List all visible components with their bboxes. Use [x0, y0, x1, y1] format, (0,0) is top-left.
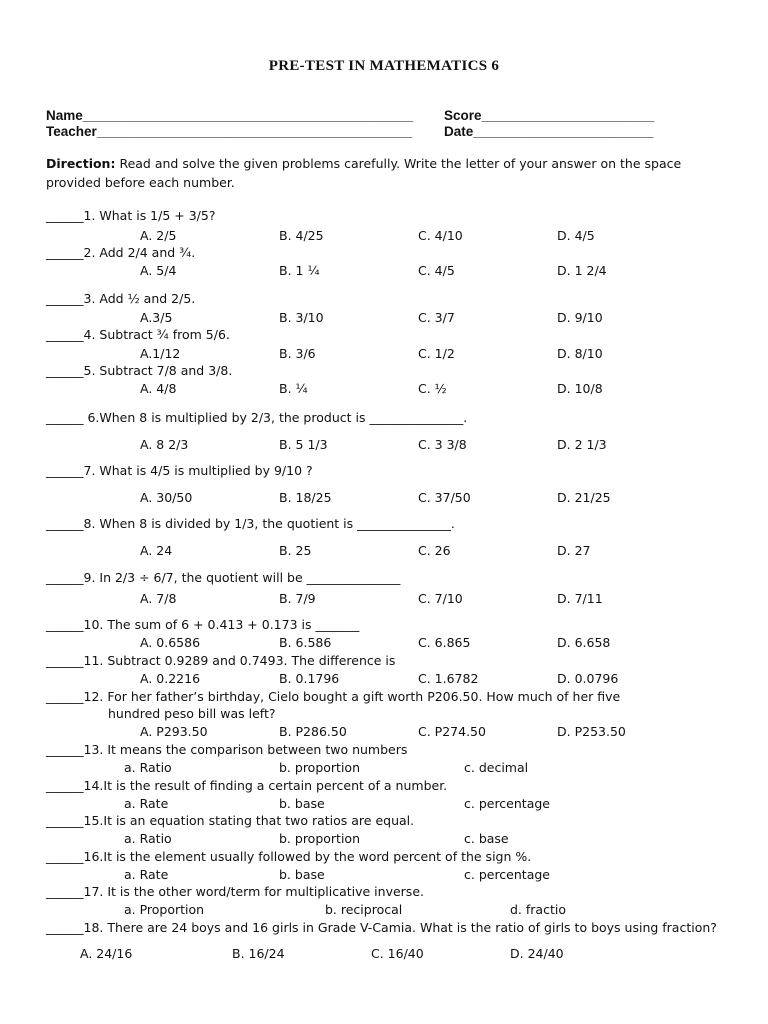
score-line: Score_______________________ [444, 108, 655, 123]
q18-option-c: C. 16/40 [371, 946, 424, 961]
question-1: ______1. What is 1/5 + 3/5? [46, 208, 216, 223]
question-3: ______3. Add ½ and 2/5. [46, 291, 196, 306]
q11-option-d: D. 0.0796 [557, 671, 619, 686]
name-line: Name____________________________________________ [46, 108, 414, 123]
q1-option-d: D. 4/5 [557, 228, 595, 243]
q5-option-b: B. ¼ [279, 381, 308, 396]
q12-option-c: C. P274.50 [418, 724, 486, 739]
q17-option-a: a. Proportion [124, 902, 205, 917]
q10-option-d: D. 6.658 [557, 635, 611, 650]
q14-option-c: c. percentage [464, 796, 550, 811]
q10-option-a: A. 0.6586 [140, 635, 201, 650]
question-15: ______15.It is an equation stating that two ratios are equal. [46, 813, 415, 828]
page-title: PRE-TEST IN MATHEMATICS 6 [268, 58, 500, 74]
q18-option-a: A. 24/16 [80, 946, 133, 961]
q11-option-c: C. 1.6782 [418, 671, 479, 686]
question-6: ______ 6.When 8 is multiplied by 2/3, the product is _______________. [46, 410, 468, 425]
q8-option-c: C. 26 [418, 543, 451, 558]
q16-option-a: a. Rate [124, 867, 169, 882]
q11-option-b: B. 0.1796 [279, 671, 340, 686]
q16-option-b: b. base [279, 867, 325, 882]
q16-option-c: c. percentage [464, 867, 550, 882]
q10-option-b: B. 6.586 [279, 635, 332, 650]
question-2: ______2. Add 2/4 and ¾. [46, 245, 196, 260]
q7-option-d: D. 21/25 [557, 490, 611, 505]
q5-option-a: A. 4/8 [140, 381, 177, 396]
q12-option-a: A. P293.50 [140, 724, 208, 739]
q13-option-a: a. Ratio [124, 760, 172, 775]
q6-option-a: A. 8 2/3 [140, 437, 189, 452]
q13-option-c: c. decimal [464, 760, 529, 775]
direction-label: Direction: [46, 156, 116, 171]
q9-option-b: B. 7/9 [279, 591, 316, 606]
q9-option-d: D. 7/11 [557, 591, 603, 606]
q12-option-d: D. P253.50 [557, 724, 626, 739]
question-8: ______8. When 8 is divided by 1/3, the quotient is _______________. [46, 516, 455, 531]
q4-option-b: B. 3/6 [279, 346, 316, 361]
q1-option-b: B. 4/25 [279, 228, 324, 243]
q5-option-d: D. 10/8 [557, 381, 603, 396]
q12-option-b: B. P286.50 [279, 724, 347, 739]
question-12: ______12. For her father’s birthday, Cielo bought a gift worth P206.50. How much of her five [46, 689, 621, 704]
q3-option-d: D. 9/10 [557, 310, 603, 325]
question-18: ______18. There are 24 boys and 16 girls in Grade V-Camia. What is the ratio of girls to boys using fraction? [46, 920, 717, 935]
q3-option-b: B. 3/10 [279, 310, 324, 325]
q8-option-a: A. 24 [140, 543, 173, 558]
q5-option-c: C. ½ [418, 381, 447, 396]
q2-option-c: C. 4/5 [418, 263, 455, 278]
q8-option-b: B. 25 [279, 543, 312, 558]
q6-option-d: D. 2 1/3 [557, 437, 607, 452]
q1-option-c: C. 4/10 [418, 228, 463, 243]
q14-option-a: a. Rate [124, 796, 169, 811]
q8-option-d: D. 27 [557, 543, 591, 558]
teacher-line: Teacher__________________________________________ [46, 124, 413, 139]
q18-option-d: D. 24/40 [510, 946, 564, 961]
question-14: ______14.It is the result of finding a certain percent of a number. [46, 778, 448, 793]
direction-text [46, 154, 736, 192]
question-17: ______17. It is the other word/term for multiplicative inverse. [46, 884, 424, 899]
q7-option-b: B. 18/25 [279, 490, 332, 505]
direction-body: Read and solve the given problems carefully. Write the letter of your answer on the space provided before each number. [46, 156, 682, 190]
question-12-continuation: hundred peso bill was left? [108, 706, 276, 721]
q14-option-b: b. base [279, 796, 325, 811]
q4-option-a: A.1/12 [140, 346, 181, 361]
question-11: ______11. Subtract 0.9289 and 0.7493. The difference is [46, 653, 396, 668]
q4-option-c: C. 1/2 [418, 346, 455, 361]
q13-option-b: b. proportion [279, 760, 360, 775]
q15-option-a: a. Ratio [124, 831, 172, 846]
q9-option-a: A. 7/8 [140, 591, 177, 606]
question-13: ______13. It means the comparison between two numbers [46, 742, 408, 757]
date-line: Date________________________ [444, 124, 654, 139]
q1-option-a: A. 2/5 [140, 228, 177, 243]
q7-option-a: A. 30/50 [140, 490, 193, 505]
q2-option-a: A. 5/4 [140, 263, 177, 278]
q9-option-c: C. 7/10 [418, 591, 463, 606]
question-7: ______7. What is 4/5 is multiplied by 9/10 ? [46, 463, 313, 478]
q6-option-b: B. 5 1/3 [279, 437, 328, 452]
q2-option-b: B. 1 ¼ [279, 263, 320, 278]
q3-option-c: C. 3/7 [418, 310, 455, 325]
question-10: ______10. The sum of 6 + 0.413 + 0.173 is _______ [46, 617, 360, 632]
q17-option-d: d. fractio [510, 902, 566, 917]
q18-option-b: B. 16/24 [232, 946, 285, 961]
question-5: ______5. Subtract 7/8 and 3/8. [46, 363, 233, 378]
q17-option-b: b. reciprocal [325, 902, 403, 917]
question-16: ______16.It is the element usually followed by the word percent of the sign %. [46, 849, 532, 864]
question-4: ______4. Subtract ¾ from 5/6. [46, 327, 230, 342]
q4-option-d: D. 8/10 [557, 346, 603, 361]
q11-option-a: A. 0.2216 [140, 671, 201, 686]
q7-option-c: C. 37/50 [418, 490, 471, 505]
q2-option-d: D. 1 2/4 [557, 263, 607, 278]
q10-option-c: C. 6.865 [418, 635, 471, 650]
q6-option-c: C. 3 3/8 [418, 437, 467, 452]
q3-option-a: A.3/5 [140, 310, 173, 325]
question-9: ______9. In 2/3 ÷ 6/7, the quotient will be _______________ [46, 570, 401, 585]
q15-option-b: b. proportion [279, 831, 360, 846]
q15-option-c: c. base [464, 831, 509, 846]
